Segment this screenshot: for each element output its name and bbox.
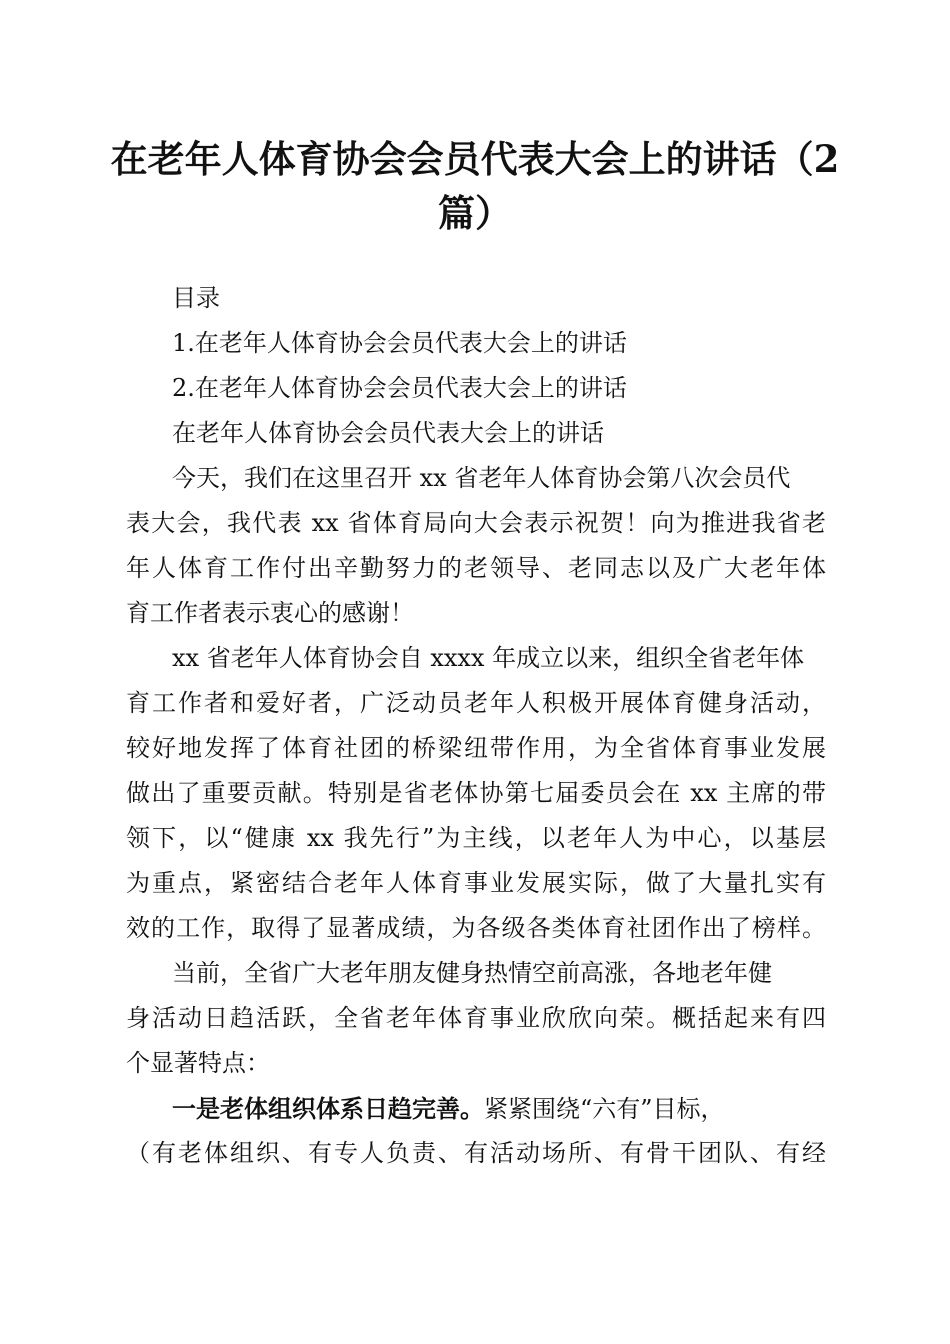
paragraph-line: 今天，我们在这里召开 xx 省老年人体育协会第八次会员代 [172,464,791,492]
paragraph-3 [126,951,826,1086]
paragraph-2 [126,636,826,951]
paragraph-4 [126,1086,826,1176]
paragraph-line: 效的工作，取得了显著成绩，为各级各类体育社团作出了榜样。 [126,914,826,942]
paragraph-line: 当前，全省广大老年朋友健身热情空前高涨，各地老年健 [172,959,772,987]
toc-heading: 目录 [172,284,220,312]
paragraph-line: 较好地发挥了体育社团的桥梁纽带作用，为全省体育事业发展 [126,734,826,762]
paragraph-line: 表大会，我代表 xx 省体育局向大会表示祝贺！向为推进我省老 [126,509,826,537]
paragraph-line: 个显著特点： [126,1049,270,1077]
paragraph-line: 育工作者表示衷心的感谢！ [126,599,414,627]
paragraph-1 [126,456,826,636]
title-line-1: 在老年人体育协会会员代表大会上的讲话（2 [110,137,840,181]
paragraph-line: xx 省老年人体育协会自 xxxx 年成立以来，组织全省老年体 [172,644,805,672]
paragraph-line: 年人体育工作付出辛勤努力的老领导、老同志以及广大老年体 [126,554,826,582]
document-title [110,132,840,240]
paragraph-line: 育工作者和爱好者，广泛动员老年人积极开展体育健身活动， [126,689,826,717]
key-point-text: 紧紧围绕“六有”目标， [484,1095,725,1123]
key-point-heading: 一是老体组织体系日趋完善。 [172,1094,484,1123]
paragraph-line: 身活动日趋活跃，全省老年体育事业欣欣向荣。概括起来有四 [126,1004,826,1032]
title-line-2: 篇） [438,191,512,235]
toc-item-2: 2.在老年人体育协会会员代表大会上的讲话 [172,374,627,402]
paragraph-line [126,1086,826,1131]
paragraph-line: 做出了重要贡献。特别是省老体协第七届委员会在 xx 主席的带 [126,779,826,807]
paragraph-line: （有老体组织、有专人负责、有活动场所、有骨干团队、有经 [126,1139,826,1167]
paragraph-line: 为重点，紧密结合老年人体育事业发展实际，做了大量扎实有 [126,869,826,897]
paragraph-line: 领下，以“健康 xx 我先行”为主线，以老年人为中心，以基层 [126,824,826,852]
section-heading: 在老年人体育协会会员代表大会上的讲话 [172,419,604,447]
document-body [126,276,826,1176]
toc-item-1: 1.在老年人体育协会会员代表大会上的讲话 [172,329,627,357]
